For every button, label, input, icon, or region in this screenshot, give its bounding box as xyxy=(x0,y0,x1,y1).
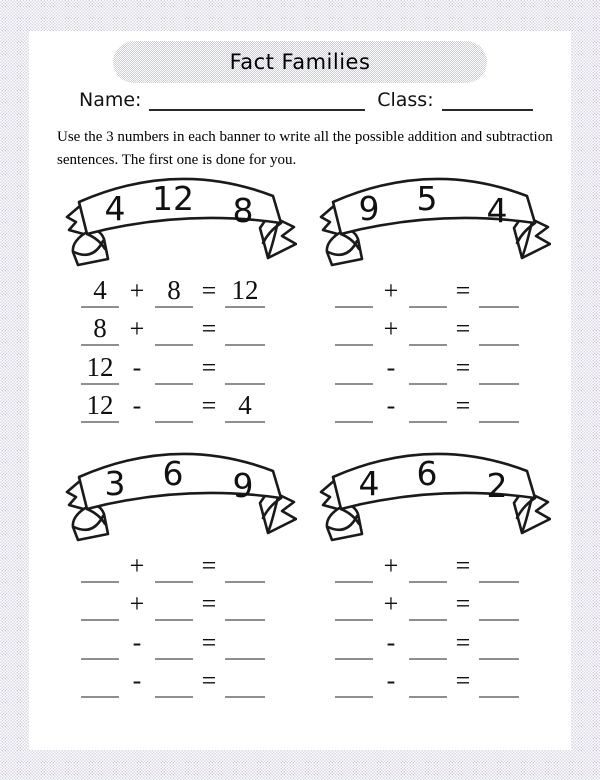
result-blank[interactable]: 4 xyxy=(225,389,265,423)
equals-sign: = xyxy=(455,352,471,382)
result-blank[interactable] xyxy=(479,389,519,423)
operand-b-blank[interactable] xyxy=(409,274,447,308)
page-title: Fact Families xyxy=(229,50,371,74)
equation-row xyxy=(335,587,555,626)
result-blank[interactable] xyxy=(479,587,519,621)
equation-row xyxy=(335,625,555,664)
equals-sign: = xyxy=(455,275,471,305)
banner-number-middle: 6 xyxy=(162,454,184,493)
equations-4 xyxy=(319,548,555,702)
operand-a-blank[interactable]: 12 xyxy=(81,389,119,423)
operator-sign: - xyxy=(132,352,142,382)
banner-number-middle: 12 xyxy=(152,179,194,218)
operand-a-blank[interactable] xyxy=(81,549,119,583)
banner-3 xyxy=(65,448,297,548)
operand-b-blank[interactable] xyxy=(409,587,447,621)
result-blank[interactable] xyxy=(225,664,265,698)
banner-number-right: 4 xyxy=(486,191,508,230)
operand-b-blank[interactable] xyxy=(409,664,447,698)
banner-number-middle: 5 xyxy=(416,179,438,218)
equations-1 xyxy=(65,273,301,427)
operand-b-blank[interactable] xyxy=(409,389,447,423)
instructions-line-1: Use the 3 numbers in each banner to write all the possible addition and subtraction xyxy=(57,129,553,145)
equals-sign: = xyxy=(455,627,471,657)
operand-a-blank[interactable] xyxy=(335,587,373,621)
operand-b-blank[interactable] xyxy=(155,664,193,698)
fact-family-4 xyxy=(319,448,555,702)
worksheet-page xyxy=(29,31,571,750)
equation-row xyxy=(81,664,301,703)
result-blank[interactable] xyxy=(225,626,265,660)
instructions xyxy=(57,126,553,171)
banner-number-left: 4 xyxy=(104,189,126,228)
class-input-line[interactable] xyxy=(442,91,533,111)
equals-sign: = xyxy=(201,589,217,618)
equation-row xyxy=(81,312,301,351)
operator-sign: - xyxy=(386,627,396,657)
operand-a-blank[interactable] xyxy=(335,664,373,698)
operand-b-blank[interactable] xyxy=(409,312,447,346)
operator-sign: - xyxy=(386,391,396,420)
banner-number-left: 4 xyxy=(358,464,380,503)
operand-a-blank[interactable]: 4 xyxy=(81,274,119,308)
result-blank[interactable] xyxy=(479,351,519,385)
title-banner xyxy=(113,41,487,83)
result-blank[interactable] xyxy=(479,274,519,308)
equals-sign: = xyxy=(455,550,471,580)
name-label: Name: xyxy=(79,89,142,111)
operator-sign: + xyxy=(129,314,145,343)
operator-sign: + xyxy=(383,275,399,305)
operand-a-blank[interactable] xyxy=(335,389,373,423)
banner-2 xyxy=(319,173,551,273)
equals-sign: = xyxy=(455,589,471,618)
operand-a-blank[interactable] xyxy=(81,664,119,698)
name-input-line[interactable] xyxy=(149,91,365,111)
operand-a-blank[interactable]: 8 xyxy=(81,312,119,346)
name-class-row xyxy=(79,87,533,111)
operand-a-blank[interactable] xyxy=(81,626,119,660)
operator-sign: + xyxy=(383,314,399,343)
banner-number-right: 8 xyxy=(232,191,254,230)
equals-sign: = xyxy=(201,666,217,695)
banner-number-right: 2 xyxy=(486,466,508,505)
equation-row xyxy=(81,389,301,428)
result-blank[interactable] xyxy=(225,587,265,621)
banner-number-right: 9 xyxy=(232,466,254,505)
result-blank[interactable] xyxy=(479,626,519,660)
equals-sign: = xyxy=(201,391,217,420)
equation-row xyxy=(335,389,555,428)
operand-b-blank[interactable] xyxy=(155,312,193,346)
operator-sign: + xyxy=(383,589,399,618)
operand-a-blank[interactable] xyxy=(335,274,373,308)
instructions-line-2: sentences. The first one is done for you. xyxy=(57,151,297,168)
operand-b-blank[interactable] xyxy=(409,351,447,385)
operator-sign: + xyxy=(129,550,145,580)
result-blank[interactable] xyxy=(479,549,519,583)
banner-number-middle: 6 xyxy=(416,454,438,493)
operand-b-blank[interactable] xyxy=(155,549,193,583)
operand-a-blank[interactable] xyxy=(335,626,373,660)
operator-sign: - xyxy=(132,666,142,695)
class-label: Class: xyxy=(377,89,434,111)
equals-sign: = xyxy=(201,352,217,382)
operand-b-blank[interactable] xyxy=(409,549,447,583)
result-blank[interactable] xyxy=(479,664,519,698)
operator-sign: - xyxy=(132,391,142,420)
banner-4 xyxy=(319,448,551,548)
operand-a-blank[interactable] xyxy=(335,549,373,583)
equals-sign: = xyxy=(201,314,217,343)
equation-row xyxy=(335,664,555,703)
fact-family-2 xyxy=(319,173,555,427)
operator-sign: - xyxy=(386,352,396,382)
equation-row xyxy=(81,625,301,664)
operand-a-blank[interactable]: 12 xyxy=(81,351,119,385)
operator-sign: - xyxy=(386,666,396,695)
operand-b-blank[interactable] xyxy=(155,626,193,660)
result-blank[interactable] xyxy=(479,312,519,346)
equations-3 xyxy=(65,548,301,702)
equation-row xyxy=(81,587,301,626)
equation-row xyxy=(335,312,555,351)
banner-1 xyxy=(65,173,297,273)
operator-sign: + xyxy=(129,275,145,305)
operand-b-blank[interactable]: 8 xyxy=(155,274,193,308)
operand-a-blank[interactable] xyxy=(81,587,119,621)
fact-family-1 xyxy=(65,173,301,427)
operand-b-blank[interactable] xyxy=(155,587,193,621)
equals-sign: = xyxy=(455,666,471,695)
operand-b-blank[interactable] xyxy=(409,626,447,660)
result-blank[interactable] xyxy=(225,549,265,583)
operator-sign: + xyxy=(129,589,145,618)
operand-a-blank[interactable] xyxy=(335,312,373,346)
fact-family-3 xyxy=(65,448,301,702)
equations-2 xyxy=(319,273,555,427)
result-blank[interactable] xyxy=(225,312,265,346)
equals-sign: = xyxy=(455,314,471,343)
banner-number-left: 3 xyxy=(104,464,126,503)
equation-row xyxy=(81,350,301,389)
operand-a-blank[interactable] xyxy=(335,351,373,385)
equation-row xyxy=(335,350,555,389)
equals-sign: = xyxy=(455,391,471,420)
equation-row xyxy=(335,548,555,587)
equals-sign: = xyxy=(201,550,217,580)
result-blank[interactable] xyxy=(225,351,265,385)
operator-sign: + xyxy=(383,550,399,580)
banner-number-left: 9 xyxy=(358,189,380,228)
equation-row xyxy=(335,273,555,312)
equation-row xyxy=(81,273,301,312)
equation-row xyxy=(81,548,301,587)
result-blank[interactable]: 12 xyxy=(225,274,265,308)
equals-sign: = xyxy=(201,627,217,657)
operand-b-blank[interactable] xyxy=(155,351,193,385)
operand-b-blank[interactable] xyxy=(155,389,193,423)
operator-sign: - xyxy=(132,627,142,657)
equals-sign: = xyxy=(201,275,217,305)
